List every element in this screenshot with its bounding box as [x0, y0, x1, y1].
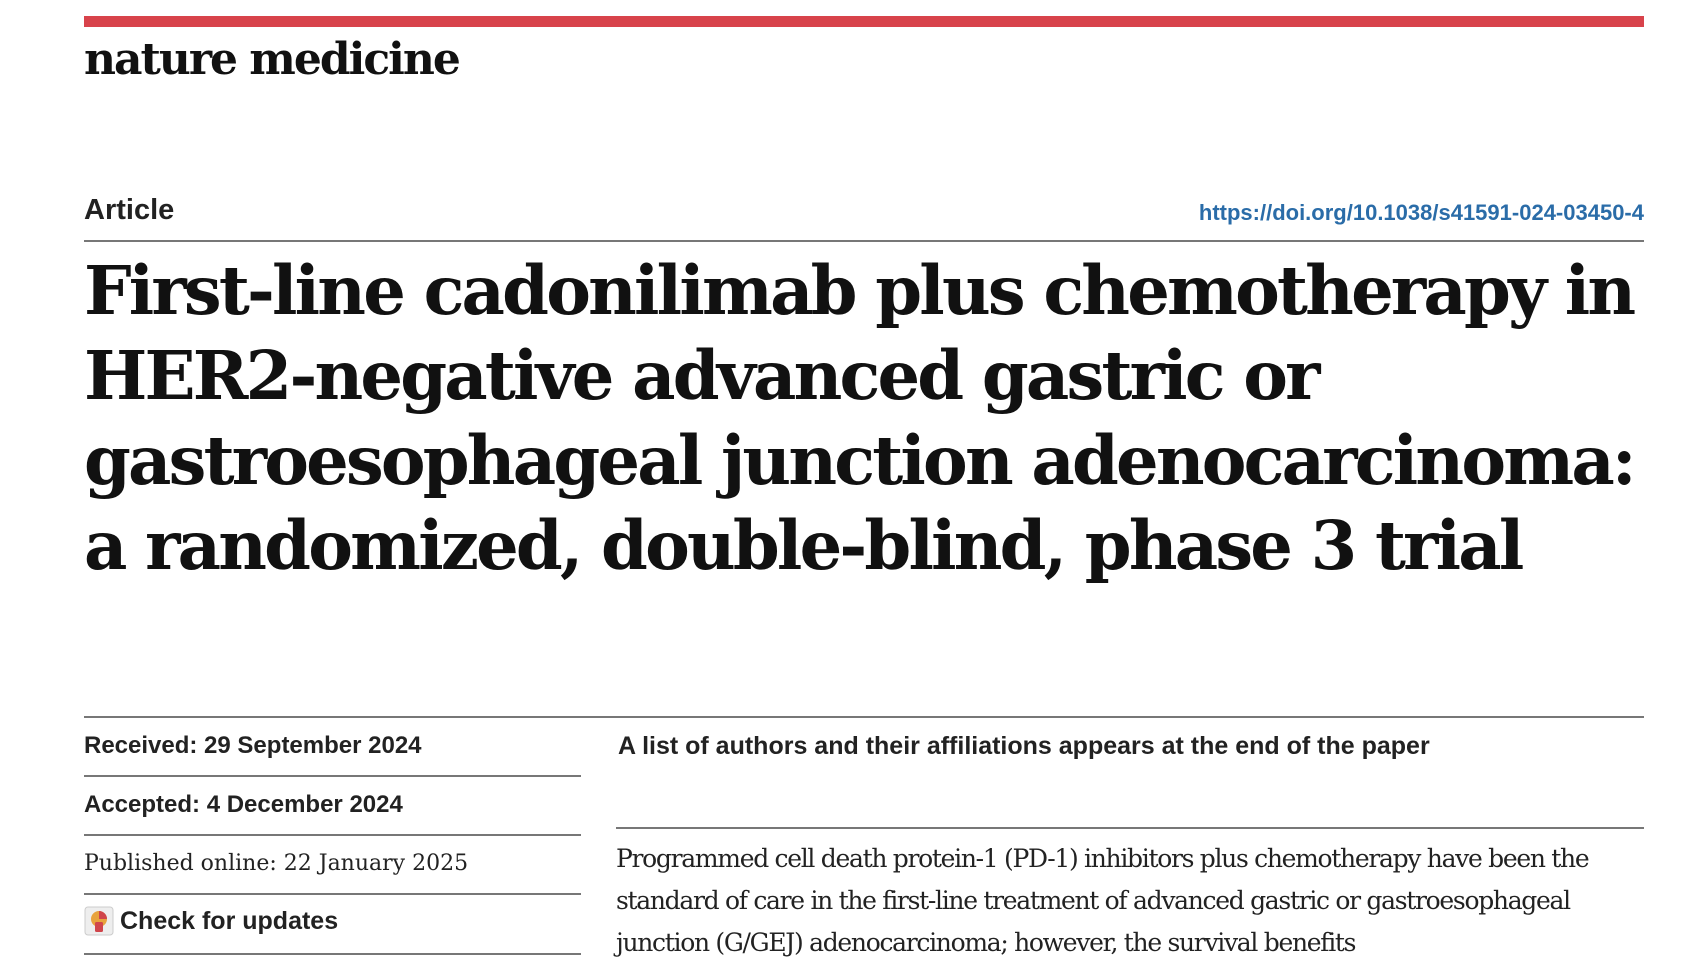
abstract-text: Programmed cell death protein-1 (PD-1) inhibitors plus chemotherapy have been the standard of care in the first-line treatment of advanced gastric or gastroesophageal junction (G/GEJ) adenocarcinoma; however, the survival benefits	[616, 844, 1589, 957]
accepted-divider	[84, 834, 581, 836]
check-for-updates-button[interactable]	[84, 906, 338, 936]
journal-logo[interactable]: nature medicine	[84, 34, 459, 85]
article-title: First-line cadonilimab plus chemotherapy in HER2-negative advanced gastric or gastroesophageal junction adenocarcinoma: a randomized, double-blind, phase 3 trial	[84, 251, 1634, 585]
metadata-top-divider	[84, 716, 1644, 718]
doi-link[interactable]: https://doi.org/10.1038/s41591-024-03450-4	[1198, 200, 1644, 225]
published-date: Published online: 22 January 2025	[84, 851, 469, 876]
check-updates-divider	[84, 953, 581, 955]
received-date: Received: 29 September 2024	[84, 732, 422, 759]
published-divider	[84, 893, 581, 895]
article-type-label: Article	[84, 194, 175, 226]
journal-accent-bar	[84, 16, 1644, 27]
check-for-updates-icon	[84, 906, 114, 936]
authors-affiliations-note: A list of authors and their affiliations appears at the end of the paper	[618, 732, 1430, 760]
accepted-date: Accepted: 4 December 2024	[84, 791, 403, 818]
check-for-updates-label: Check for updates	[120, 906, 339, 935]
header-divider	[84, 240, 1644, 242]
abstract-divider	[616, 827, 1644, 829]
received-divider	[84, 775, 581, 777]
